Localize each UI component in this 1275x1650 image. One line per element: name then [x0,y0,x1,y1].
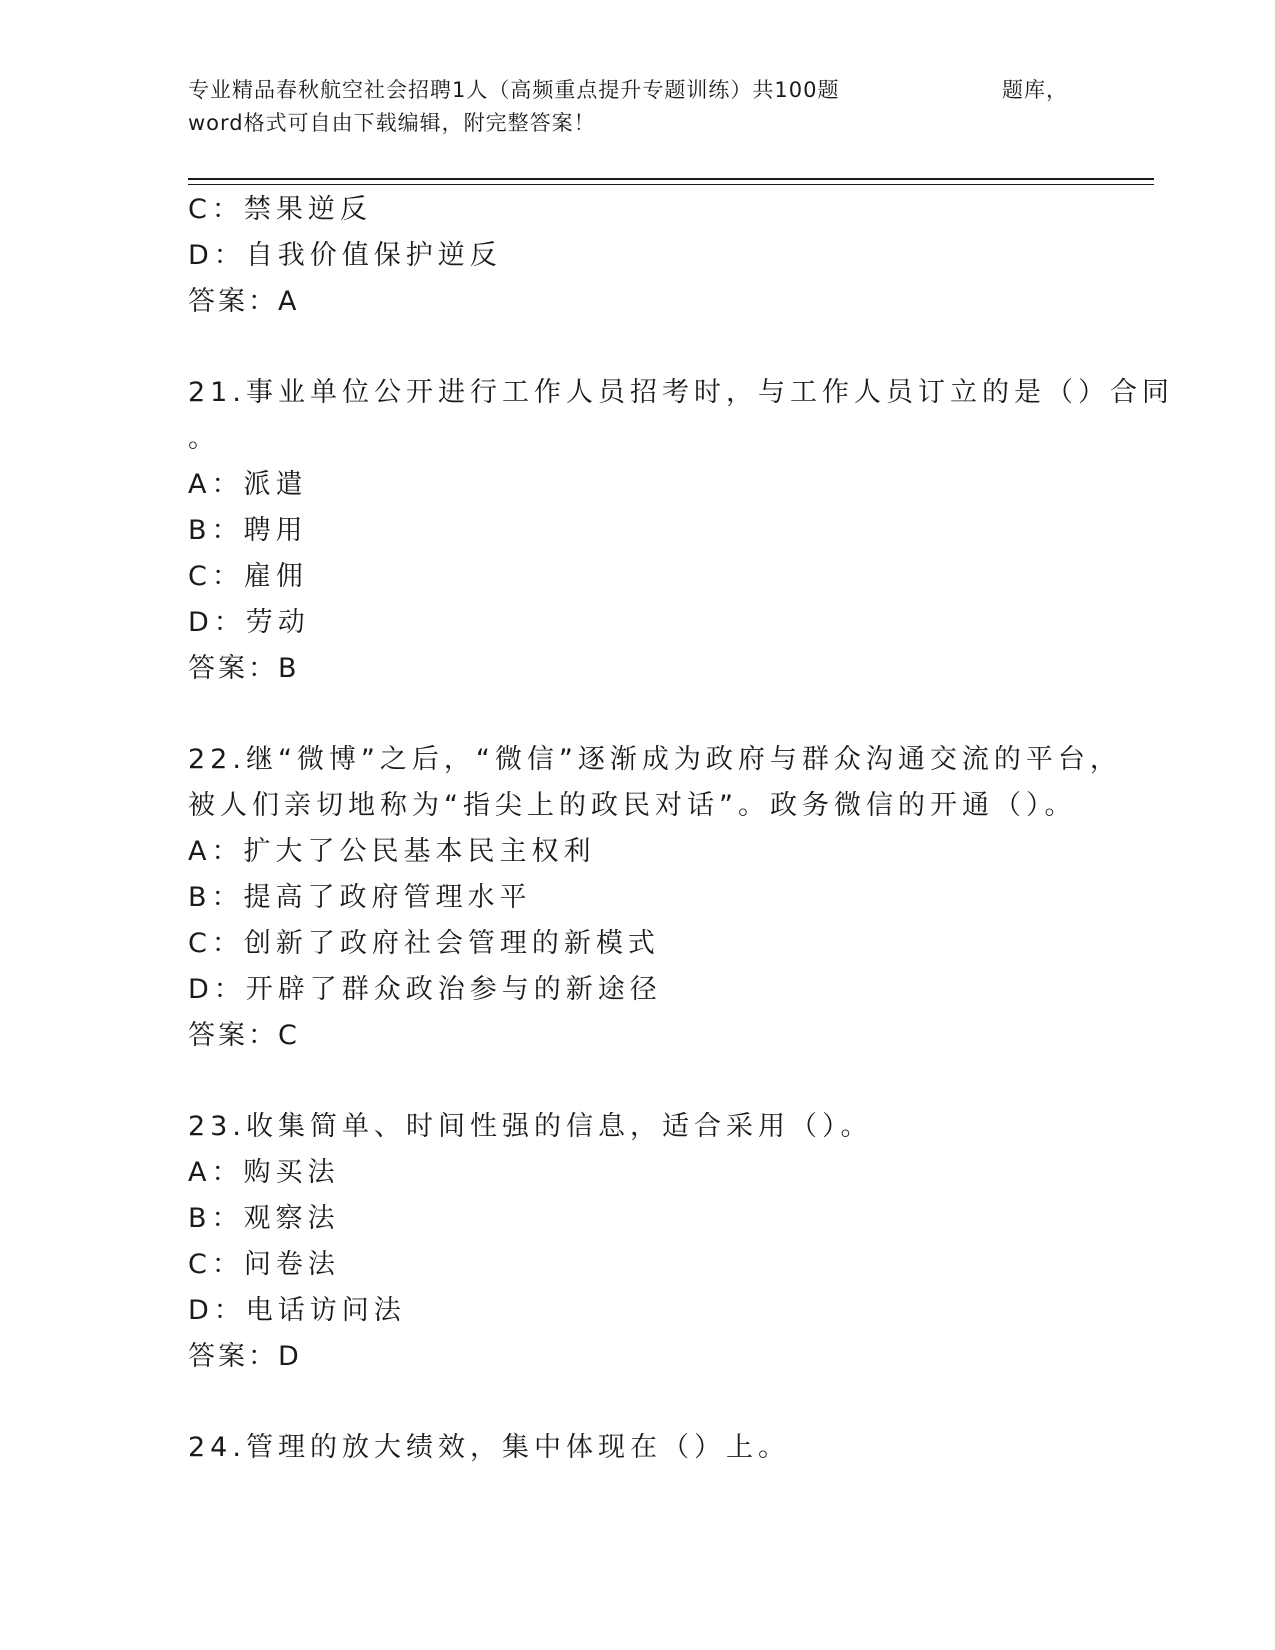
option-c: C：问卷法 [188,1249,340,1280]
option-a: A：派遣 [188,469,308,500]
header-title-line [188,74,1068,107]
option-d: D：电话访问法 [188,1295,406,1326]
option-d: D：劳动 [188,607,310,638]
question-21-text-cont: 。 [188,423,220,454]
option-d: D：自我价值保护逆反 [188,240,502,271]
option-c: C：雇佣 [188,561,308,592]
question-24-text: 24.管理的放大绩效，集中体现在（）上。 [188,1432,790,1463]
question-22-text: 22.继“微博”之后，“微信”逐渐成为政府与群众沟通交流的平台， [188,744,1122,775]
question-23-text: 23.收集简单、时间性强的信息，适合采用（）。 [188,1111,873,1142]
option-b: B：聘用 [188,515,308,546]
option-a: A：购买法 [188,1157,340,1188]
question-content [188,187,1174,1471]
answer-line: 答案：D [188,1341,302,1372]
option-d: D：开辟了群众政治参与的新途径 [188,974,662,1005]
header-divider-thin [188,184,1154,185]
option-a: A：扩大了公民基本民主权利 [188,836,596,867]
page-header [188,74,1088,140]
option-c: C：禁果逆反 [188,194,372,225]
header-title: 专业精品春秋航空社会招聘1人（高频重点提升专题训练）共100题 [188,78,840,102]
option-b: B：提高了政府管理水平 [188,882,532,913]
option-c: C：创新了政府社会管理的新模式 [188,928,660,959]
answer-line: 答案：C [188,1020,300,1051]
answer-line: 答案：B [188,653,300,684]
question-22-text-cont: 被人们亲切地称为“指尖上的政民对话”。政务微信的开通（）。 [188,790,1077,821]
header-subtitle: word格式可自由下载编辑，附完整答案！ [188,111,596,135]
header-divider-thick [188,178,1154,180]
header-title-suffix: 题库， [1002,78,1068,102]
answer-line: 答案：A [188,286,300,317]
option-b: B：观察法 [188,1203,340,1234]
question-21-text: 21.事业单位公开进行工作人员招考时，与工作人员订立的是（）合同 [188,377,1174,408]
